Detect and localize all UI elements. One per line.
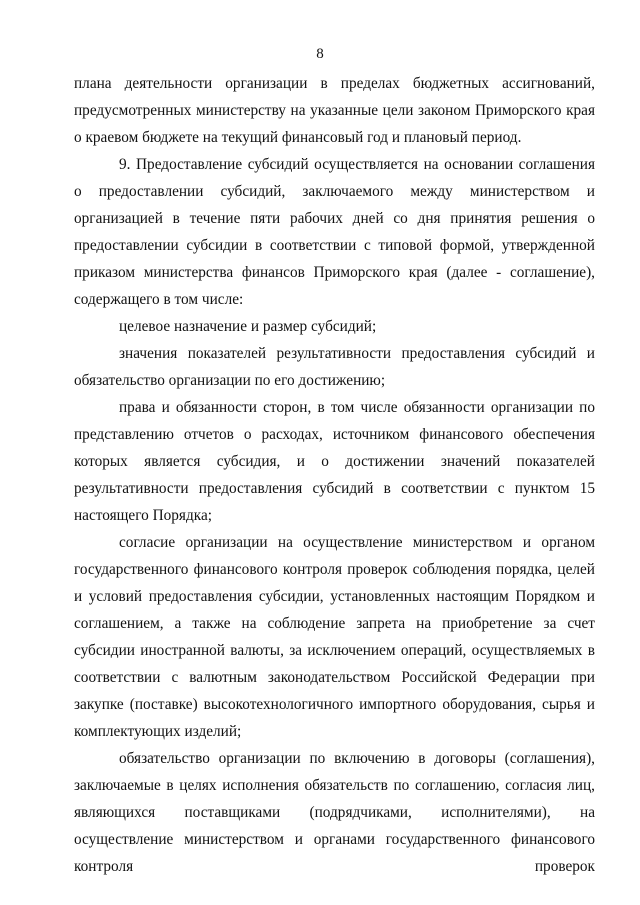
paragraph-continuation: плана деятельности организации в пределах бюджетных ассигнований, предусмотренных министерству на указанные цели законом Приморского края о краевом бюджете на текущий финансовый год и плановый период. <box>74 75 595 146</box>
paragraph-item-9: 9. Предоставление субсидий осуществляется на основании соглашения о предоставлении субсидий, заключаемого между министерством и организацией в течение пяти рабочих дней со дня принятия решения о предоставлении субсидии в соответствии с типовой формой, утвержденной приказом министерства финансов Приморского края (далее - соглашение), содержащего в том числе: <box>74 156 595 308</box>
paragraph-contract-obligation: обязательство организации по включению в договоры (соглашения), заключаемые в целях исполнения обязательств по соглашению, согласия лиц, являющихся поставщиками (подрядчиками, исполнителями), на осуществление министерством и органами государственного финансового контроля проверок <box>74 750 595 875</box>
paragraph-consent-to-inspections: согласие организации на осуществление министерством и органом государственного финансового контроля проверок соблюдения порядка, целей и условий предоставления субсидии, установленных настоящим Порядком и соглашением, а также на соблюдение запрета на приобретение за счет субсидии иностранной валюты, за исключением операций, осуществляемых в соответствии с валютным законодательством Российской Федерации при закупке (поставке) высокотехнологичного импортного оборудования, сырья и комплектующих изделий; <box>74 534 595 740</box>
page-number: 8 <box>316 46 324 62</box>
paragraph-performance-indicators: значения показателей результативности предоставления субсидий и обязательство организации по его достижению; <box>74 345 595 389</box>
paragraph-purpose-and-amount: целевое назначение и размер субсидий; <box>119 318 377 335</box>
paragraph-rights-and-obligations: права и обязанности сторон, в том числе обязанности организации по представлению отчетов о расходах, источником финансового обеспечения которых является субсидия, и о достижении значений показателей результативности предоставления субсидий в соответствии с пунктом 15 настоящего Порядка; <box>74 399 595 524</box>
